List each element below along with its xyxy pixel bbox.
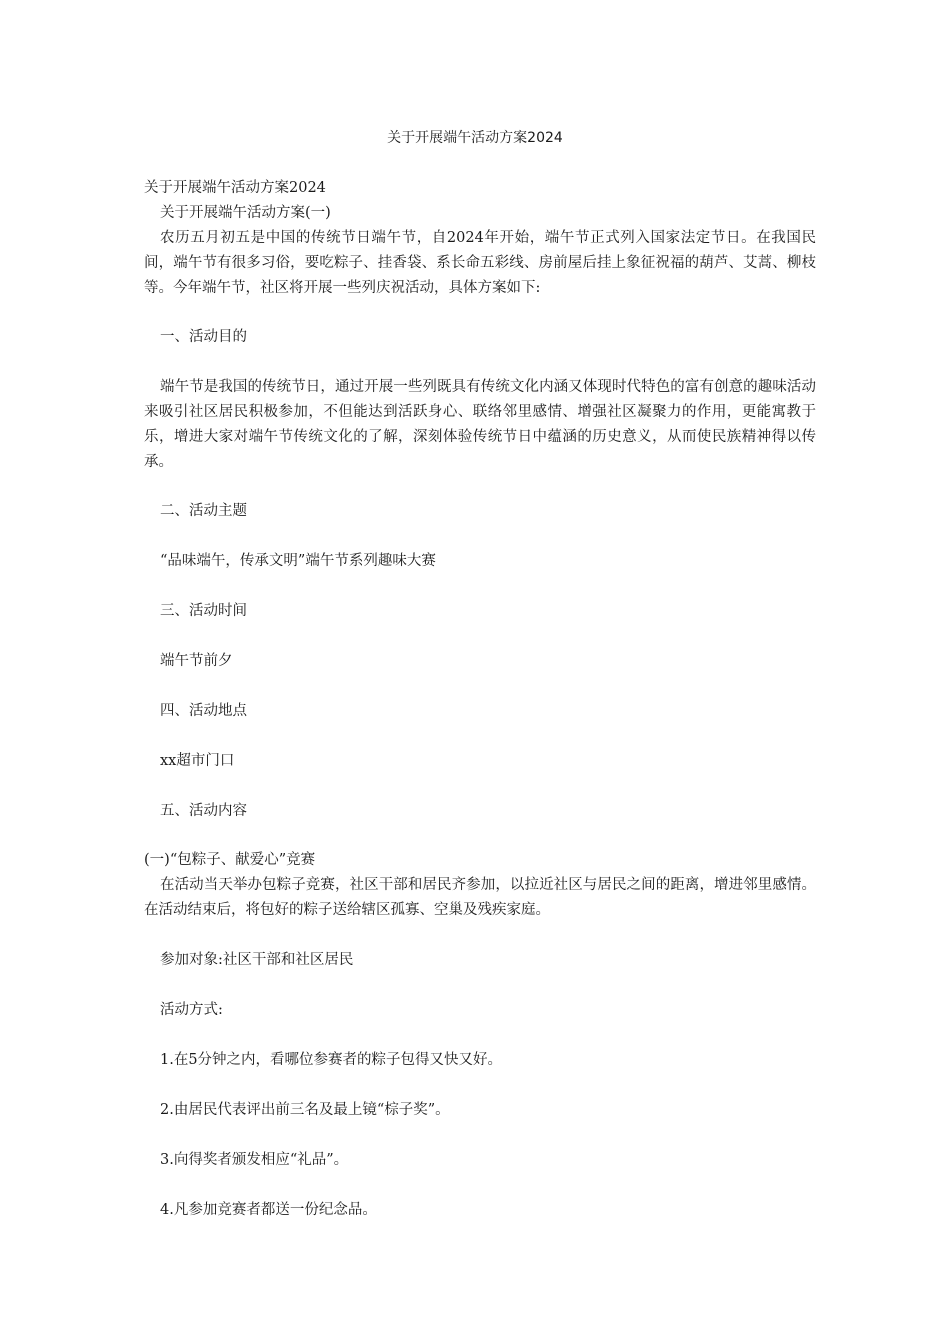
method-text: 活动方式:: [160, 1002, 223, 1018]
list-item: 1.在5分钟之内，看哪位参赛者的粽子包得又快又好。: [160, 1052, 503, 1068]
location-text: xx超市门口: [160, 753, 235, 769]
heading-content: 五、活动内容: [160, 803, 247, 819]
time-text: 端午节前夕: [160, 653, 233, 669]
heading-purpose: 一、活动目的: [160, 329, 247, 345]
section-heading: 关于开展端午活动方案(一): [160, 205, 331, 221]
intro-paragraph: 农历五月初五是中国的传统节日端午节，自2024年开始，端午节正式列入国家法定节日。在我国民间，端午节有很多习俗，要吃粽子、挂香袋、系长命五彩线、房前屋后挂上象征祝福的葫芦、艾蒿、柳枝等。今年端午节，社区将开展一些列庆祝活动，具体方案如下:: [144, 230, 816, 296]
sub-heading-zongzi: (一)“包粽子、献爱心”竞赛: [144, 852, 316, 868]
document-subtitle: 关于开展端午活动方案2024: [144, 180, 326, 196]
theme-text: “品味端午，传承文明”端午节系列趣味大赛: [160, 553, 436, 569]
list-item: 4.凡参加竞赛者都送一份纪念品。: [160, 1202, 377, 1218]
participants-text: 参加对象:社区干部和社区居民: [160, 952, 354, 968]
list-item: 2.由居民代表评出前三名及最上镜“棕子奖”。: [160, 1102, 450, 1118]
heading-location: 四、活动地点: [160, 703, 247, 719]
purpose-paragraph: 端午节是我国的传统节日，通过开展一些列既具有传统文化内涵又体现时代特色的富有创意的趣味活动来吸引社区居民积极参加，不但能达到活跃身心、联络邻里感情、增强社区凝聚力的作用，更能寓教于乐，增进大家对端午节传统文化的了解，深刻体验传统节日中蕴涵的历史意义，从而使民族精神得以传承。: [144, 379, 816, 470]
zongzi-paragraph: 在活动当天举办包粽子竞赛，社区干部和居民齐参加，以拉近社区与居民之间的距离，增进邻里感情。在活动结束后，将包好的粽子送给辖区孤寡、空巢及残疾家庭。: [144, 877, 816, 918]
document-title: 关于开展端午活动方案2024: [387, 130, 563, 146]
list-item: 3.向得奖者颁发相应“礼品”。: [160, 1152, 349, 1168]
heading-theme: 二、活动主题: [160, 503, 247, 519]
heading-time: 三、活动时间: [160, 603, 247, 619]
